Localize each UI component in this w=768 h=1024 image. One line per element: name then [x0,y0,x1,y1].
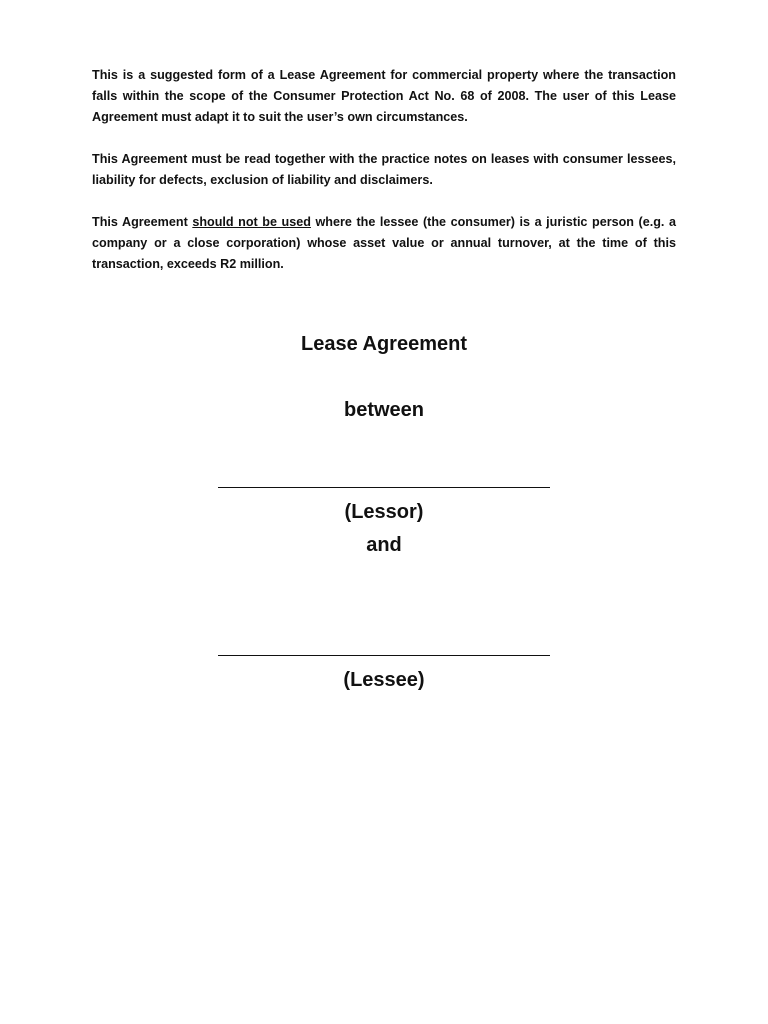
restriction-emphasis: should not be used [192,215,311,229]
lessee-signature-line [218,655,550,656]
lessor-signature-line [218,487,550,488]
lessee-label: (Lessee) [343,669,425,691]
intro-paragraph-practice-notes: This Agreement must be read together with the practice notes on leases with consumer lessees, liability for defects, exclusion of liability and disclaimers. [92,152,676,187]
lessor-label: (Lessor) [344,501,424,523]
and-label: and [366,534,402,556]
agreement-title: Lease Agreement [301,333,467,355]
intro-paragraph-scope: This is a suggested form of a Lease Agreement for commercial property where the transaction falls within the scope of the Consumer Protection Act No. 68 of 2008. The user of this Lease Agreement must adapt it to suit the user’s own circumstances. [92,68,676,124]
between-label: between [343,399,425,421]
restriction-text-start: This Agreement [92,215,193,229]
restriction-text-end: where the lessee (the consumer) is a juristic person (e.g. a company or a close corporation) whose asset value or annual turnover, at the time of this transaction, exceeds R2 million. [92,215,676,271]
intro-paragraph-restriction [92,212,676,275]
